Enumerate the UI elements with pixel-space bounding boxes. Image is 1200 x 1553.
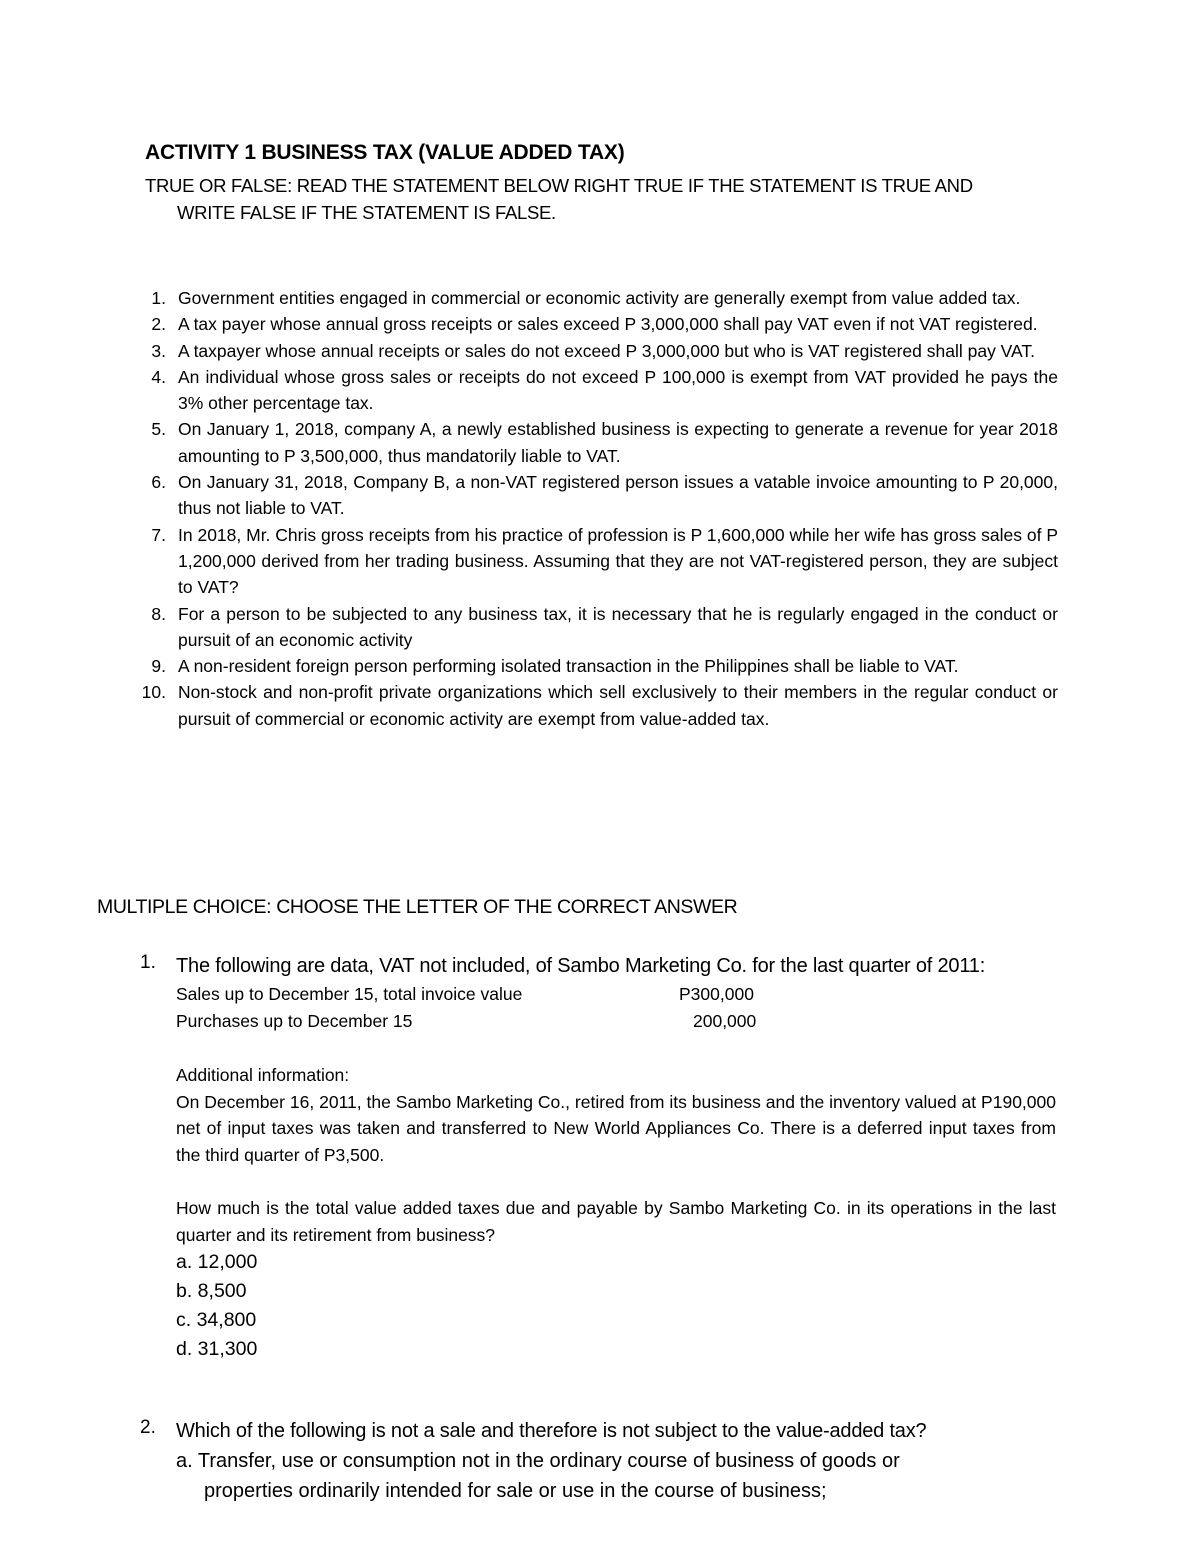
data-row-value: P300,000 <box>679 984 754 1004</box>
additional-info-text: On December 16, 2011, the Sambo Marketing Co., retired from its business and the inventory valued at P190,000 net of input taxes was taken and transferred to New World Appliances Co. There is a deferred input taxes from the third quarter of P3,500. <box>176 1091 1056 1165</box>
data-row-label: Sales up to December 15, total invoice value <box>176 984 523 1004</box>
tf-item-text: A non-resident foreign person performing isolated transaction in the Philippines shall be liable to VAT. <box>178 656 959 677</box>
question-prompt: How much is the total value added taxes due and payable by Sambo Marketing Co. in its operations in the last quarter and its retirement from business? <box>176 1198 1056 1245</box>
additional-info-label: Additional information: <box>176 1065 350 1085</box>
tf-item-2 <box>130 311 1058 337</box>
tf-item-text: For a person to be subjected to any business tax, it is necessary that he is regularly engaged in the conduct or pursuit of an economic activity <box>178 603 1058 650</box>
option-a-line-2: properties ordinarily intended for sale or use in the course of business; <box>204 1480 827 1502</box>
question-number: 2. <box>140 1417 156 1438</box>
option-c: c. 34,800 <box>176 1309 257 1331</box>
tf-item-text: On January 1, 2018, company A, a newly established business is expecting to generate a revenue for year 2018 amounting to P 3,500,000, thus mandatorily liable to VAT. <box>178 419 1058 466</box>
tf-item-text: On January 31, 2018, Company B, a non-VAT registered person issues a vatable invoice amounting to P 20,000, thus not liable to VAT. <box>178 472 1058 519</box>
tf-item-number: 1. <box>151 288 166 308</box>
tf-item-text: Non-stock and non-profit private organizations which sell exclusively to their members in the regular conduct or pursuit of commercial or economic activity are exempt from value-added tax. <box>178 682 1058 729</box>
question-text: The following are data, VAT not included, of Sambo Marketing Co. for the last quarter of 2011: <box>176 955 986 977</box>
option-b: b. 8,500 <box>176 1280 247 1302</box>
tf-item-10 <box>130 679 1058 732</box>
data-row-purchases <box>176 1008 1070 1035</box>
true-false-list <box>130 285 1058 732</box>
tf-item-number: 9. <box>151 656 166 677</box>
data-row-value: 200,000 <box>693 1011 757 1031</box>
tf-item-text: An individual whose gross sales or receipts do not exceed P 100,000 is exempt from VAT provided he pays the 3% other percentage tax. <box>178 366 1058 414</box>
tf-item-number: 4. <box>151 366 166 387</box>
option-d: d. 31,300 <box>176 1338 258 1360</box>
tf-item-8 <box>130 601 1058 654</box>
tf-item-4 <box>130 364 1058 417</box>
data-row-label: Purchases up to December 15 <box>176 1011 413 1031</box>
multiple-choice-heading: MULTIPLE CHOICE: CHOOSE THE LETTER OF THE CORRECT ANSWER <box>97 896 738 918</box>
tf-item-text: A tax payer whose annual gross receipts or sales exceed P 3,000,000 shall pay VAT even if not VAT registered. <box>178 314 1038 335</box>
tf-item-number: 5. <box>151 419 166 440</box>
data-row-sales <box>176 981 1070 1008</box>
tf-item-text: Government entities engaged in commercial or economic activity are generally exempt from value added tax. <box>178 288 1021 308</box>
tf-item-number: 6. <box>151 472 166 493</box>
tf-item-text: A taxpayer whose annual receipts or sales do not exceed P 3,000,000 but who is VAT registered shall pay VAT. <box>178 340 1036 361</box>
instruction-line-2: WRITE FALSE IF THE STATEMENT IS FALSE. <box>177 202 556 223</box>
tf-item-number: 7. <box>151 524 166 545</box>
question-2 <box>140 1417 1070 1506</box>
tf-item-3 <box>130 338 1058 364</box>
tf-item-6 <box>130 469 1058 522</box>
tf-item-text: In 2018, Mr. Chris gross receipts from his practice of profession is P 1,600,000 while her wife has gross sales of P 1,200,000 derived from her trading business. Assuming that they are not VAT-registered person, they are subject to VAT? <box>178 524 1058 598</box>
tf-item-number: 8. <box>151 603 166 624</box>
activity-title: ACTIVITY 1 BUSINESS TAX (VALUE ADDED TAX) <box>145 141 625 164</box>
tf-item-number: 3. <box>151 340 166 361</box>
true-false-instructions <box>145 172 1075 226</box>
tf-item-9 <box>130 653 1058 679</box>
option-a: a. 12,000 <box>176 1251 258 1273</box>
instruction-line-1: TRUE OR FALSE: READ THE STATEMENT BELOW RIGHT TRUE IF THE STATEMENT IS TRUE AND <box>145 175 973 196</box>
tf-item-7 <box>130 522 1058 601</box>
tf-item-number: 2. <box>151 314 166 335</box>
question-1 <box>140 952 1070 1364</box>
question-text: Which of the following is not a sale and therefore is not subject to the value-added tax? <box>176 1420 927 1442</box>
tf-item-5 <box>130 416 1058 469</box>
option-a-line-1: a. Transfer, use or consumption not in the ordinary course of business of goods or <box>176 1450 900 1472</box>
question-number: 1. <box>140 952 156 973</box>
tf-item-number: 10. <box>141 682 166 703</box>
tf-item-1 <box>130 285 1058 311</box>
